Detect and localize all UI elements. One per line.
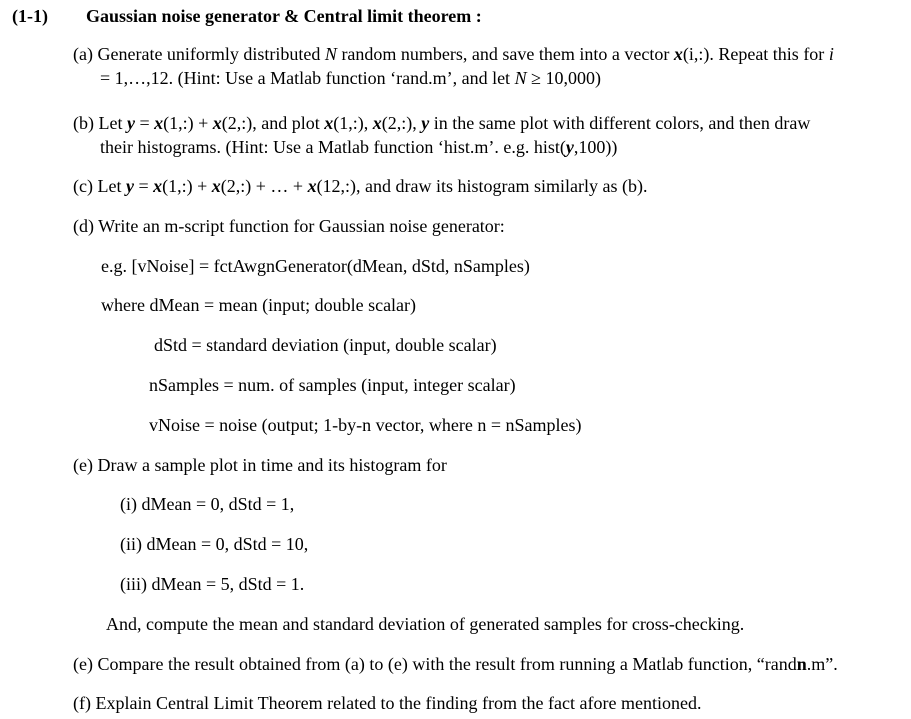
item-b-line2-text-2: ,100)) — [573, 137, 618, 157]
item-e-compare-text-2: .m”. — [806, 654, 838, 674]
item-b-var-y2: y — [421, 113, 430, 133]
section-number: (1-1) — [12, 6, 48, 26]
item-c-text-4: (2,:) + … + — [220, 176, 308, 196]
item-c-text-2: = — [133, 176, 154, 196]
item-b-text-7: in the same plot with different colors, and then draw — [429, 113, 811, 133]
item-b-text-6: (2,:), — [381, 113, 422, 133]
item-c-text-5: (12,:), and draw its histogram similarly as (b). — [316, 176, 648, 196]
item-e-compare-text: (e) Compare the result obtained from (a) to (e) with the result from running a Matlab function, “rand — [73, 654, 797, 674]
item-d-dstd: dStd = standard deviation (input, double scalar) — [154, 335, 497, 355]
item-f: (f) Explain Central Limit Theorem related to the finding from the fact afore mentioned. — [73, 693, 702, 713]
item-b-line2-text: their histograms. (Hint: Use a Matlab function ‘hist.m’. e.g. hist( — [100, 137, 566, 157]
item-e-compare-bold-n: n — [796, 654, 807, 674]
item-b-line-2 — [73, 135, 901, 159]
item-d-example: e.g. [vNoise] = fctAwgnGenerator(dMean, dStd, nSamples) — [101, 256, 530, 276]
item-a-text-4: = 1,…,12. (Hint: Use a Matlab function ‘rand.m’, and let — [100, 68, 515, 88]
item-a-var-x: x — [673, 44, 683, 64]
item-a-text: (a) Generate uniformly distributed — [73, 44, 325, 64]
item-a-var-n: N — [324, 44, 337, 64]
item-b-var-x4: x — [372, 113, 382, 133]
item-b-text: (b) Let — [73, 113, 127, 133]
item-a-line-2 — [73, 66, 901, 90]
item-e-and: And, compute the mean and standard deviation of generated samples for cross-checking. — [106, 614, 745, 634]
item-c — [73, 175, 648, 197]
item-a — [73, 42, 901, 90]
item-b — [73, 111, 901, 159]
item-b-var-y: y — [126, 113, 135, 133]
item-b-var-x3: x — [324, 113, 334, 133]
item-a-text-2: random numbers, and save them into a vector — [336, 44, 674, 64]
item-c-text: (c) Let — [73, 176, 126, 196]
item-a-var-n2: N — [514, 68, 527, 88]
item-d-vnoise: vNoise = noise (output; 1-by-n vector, where n = nSamples) — [149, 415, 582, 435]
item-b-text-3: (1,:) + — [163, 113, 213, 133]
item-b-var-x2: x — [212, 113, 222, 133]
item-c-var-x1: x — [153, 176, 163, 196]
item-b-var-y3: y — [565, 137, 574, 157]
item-c-var-x2: x — [211, 176, 221, 196]
item-a-text-5: ≥ 10,000) — [526, 68, 601, 88]
item-d-nsamples: nSamples = num. of samples (input, integer scalar) — [149, 375, 516, 395]
item-b-var-x1: x — [154, 113, 164, 133]
item-d-intro: (d) Write an m-script function for Gaussian noise generator: — [73, 216, 505, 236]
item-c-var-x3: x — [307, 176, 317, 196]
item-b-text-2: = — [134, 113, 155, 133]
item-e-case-2: (ii) dMean = 0, dStd = 10, — [120, 534, 309, 554]
item-e-case-3: (iii) dMean = 5, dStd = 1. — [120, 574, 305, 594]
item-c-text-3: (1,:) + — [162, 176, 212, 196]
item-c-var-y: y — [125, 176, 134, 196]
item-e-compare — [73, 653, 838, 675]
item-e-intro: (e) Draw a sample plot in time and its histogram for — [73, 455, 447, 475]
section-title: Gaussian noise generator & Central limit theorem : — [86, 6, 482, 26]
item-a-var-i: i — [828, 44, 834, 64]
item-d-where: where dMean = mean (input; double scalar) — [101, 295, 417, 315]
item-b-text-4: (2,:), and plot — [221, 113, 325, 133]
item-e-case-1: (i) dMean = 0, dStd = 1, — [120, 494, 295, 514]
item-b-text-5: (1,:), — [333, 113, 373, 133]
item-a-text-3: (i,:). Repeat this for — [682, 44, 829, 64]
